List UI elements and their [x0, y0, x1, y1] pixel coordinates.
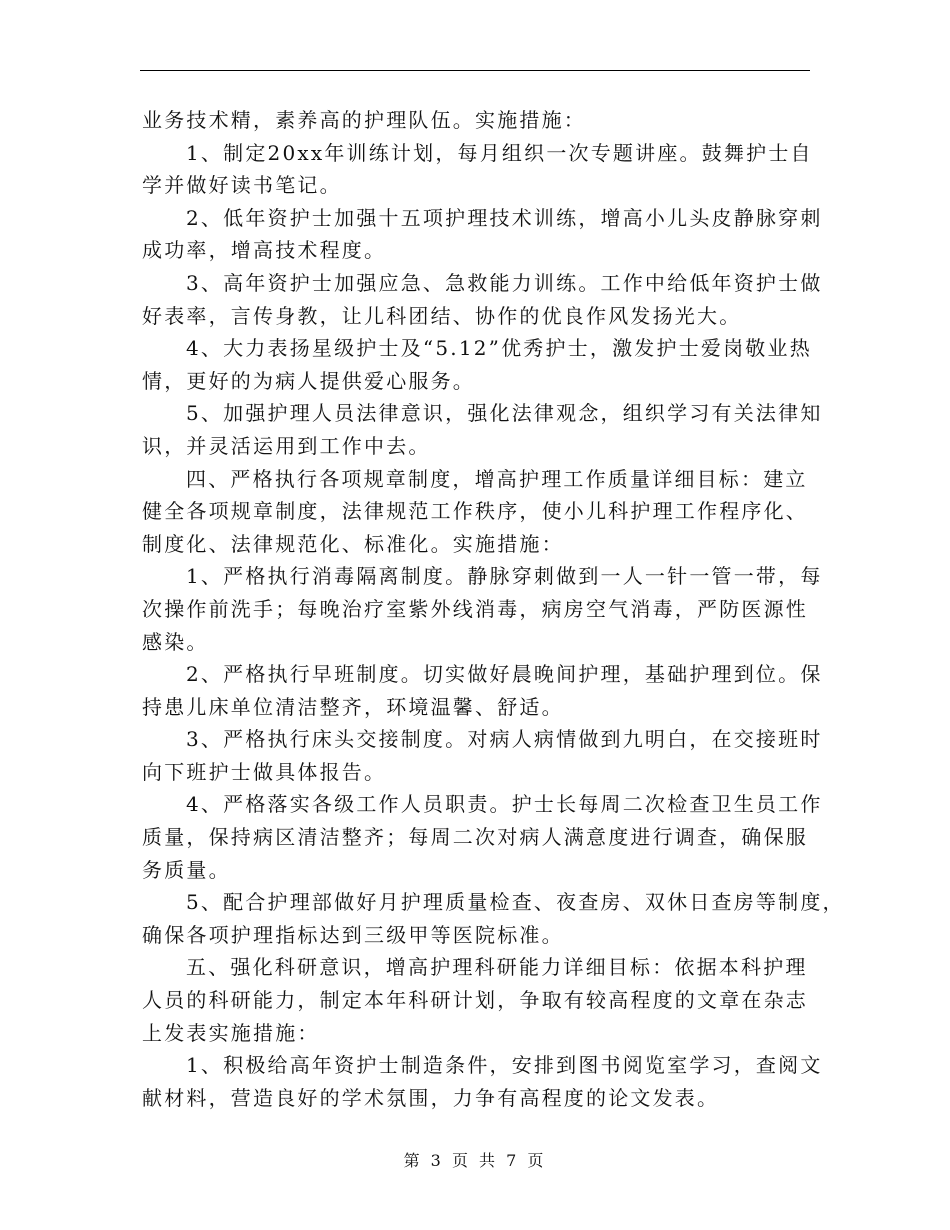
page-footer: 第 3 页 共 7 页 — [403, 1151, 547, 1170]
text-line: 健全各项规章制度，法律规范工作秩序，使小儿科护理工作程序化、 — [142, 499, 808, 524]
text-line: 1、制定20xx年训练计划，每月组织一次专题讲座。鼓舞护士自 — [186, 140, 813, 165]
text-line: 业务技术精，素养高的护理队伍。实施措施： — [142, 108, 586, 132]
text-line: 持患儿床单位清洁整齐，环境温馨、舒适。 — [142, 694, 564, 719]
text-line: 2、严格执行早班制度。切实做好晨晚间护理，基础护理到位。保 — [186, 662, 823, 687]
text-line: 质量，保持病区清洁整齐；每周二次对病人满意度进行调查，确保服 — [142, 825, 808, 850]
text-line: 5、加强护理人员法律意识，强化法律观念，组织学习有关法律知 — [186, 401, 823, 426]
text-line: 确保各项护理指标达到三级甲等医院标准。 — [142, 922, 564, 947]
text-line: 情，更好的为病人提供爱心服务。 — [142, 368, 475, 393]
text-line: 上发表实施措施： — [142, 1020, 320, 1045]
text-line: 3、严格执行床头交接制度。对病人病情做到九明白，在交接班时 — [186, 727, 823, 752]
text-line: 制度化、法律规范化、标准化。实施措施： — [142, 531, 564, 556]
text-line: 4、严格落实各级工作人员职责。护士长每周二次检查卫生员工作 — [186, 792, 823, 817]
text-line: 2、低年资护士加强十五项护理技术训练，增高小儿头皮静脉穿刺 — [186, 205, 823, 230]
text-line: 1、严格执行消毒隔离制度。静脉穿刺做到一人一针一管一带，每 — [186, 564, 823, 589]
text-line: 五、强化科研意识，增高护理科研能力详细目标：依据本科护理 — [186, 955, 808, 980]
text-line: 3、高年资护士加强应急、急救能力训练。工作中给低年资护士做 — [186, 270, 823, 295]
document-body — [142, 104, 845, 1114]
text-line: 学并做好读书笔记。 — [142, 173, 342, 198]
text-line: 识，并灵活运用到工作中去。 — [142, 433, 431, 458]
text-line: 人员的科研能力，制定本年科研计划，争取有较高程度的文章在杂志 — [142, 988, 808, 1013]
text-line: 次操作前洗手；每晚治疗室紫外线消毒，病房空气消毒，严防医源性 — [142, 596, 808, 621]
text-line: 向下班护士做具体报告。 — [142, 759, 387, 784]
text-line: 好表率，言传身教，让儿科团结、协作的优良作风发扬光大。 — [142, 303, 742, 328]
text-line: 1、积极给高年资护士制造条件，安排到图书阅览室学习，查阅文 — [186, 1053, 823, 1078]
text-line: 献材料，营造良好的学术氛围，力争有高程度的论文发表。 — [142, 1085, 720, 1110]
text-line: 四、严格执行各项规章制度，增高护理工作质量详细目标：建立 — [186, 466, 808, 491]
text-line: 感染。 — [142, 629, 209, 654]
text-line: 务质量。 — [142, 857, 231, 882]
header-rule — [140, 70, 810, 71]
text-line: 5、配合护理部做好月护理质量检查、夜查房、双休日查房等制度， — [186, 890, 845, 915]
text-line: 成功率，增高技术程度。 — [142, 238, 387, 263]
text-line: 4、大力表扬星级护士及“5.12”优秀护士，激发护士爱岗敬业热 — [186, 336, 812, 361]
